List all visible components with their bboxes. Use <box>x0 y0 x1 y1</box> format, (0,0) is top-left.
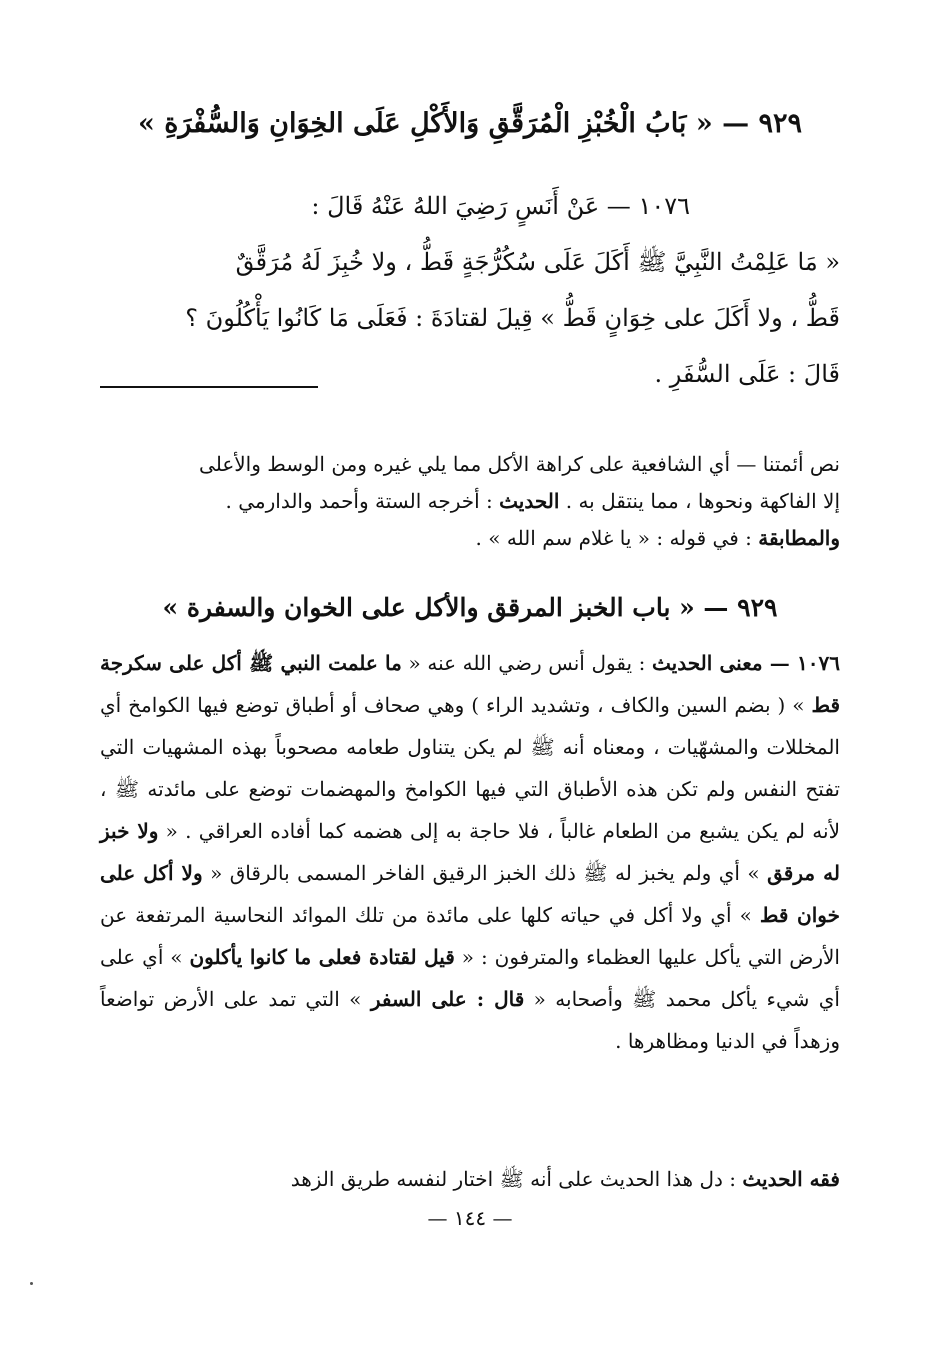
bold-quote: ما علمت النبي ﷺ أكل على سكرجة قط <box>100 651 840 717</box>
hadith-line: ١٠٧٦ — عَنْ أَنَسٍ رَضِيَ اللهُ عَنْهُ قَالَ : <box>311 192 690 220</box>
bold-quote: قيل لقتادة فعلى ما كانوا يأكلون <box>189 945 455 969</box>
page-number: — ١٤٤ — <box>427 1206 513 1230</box>
hadith-line: « مَا عَلِمْتُ النَّبِيَّ ﷺ أَكَلَ عَلَى سُكُرُّجَةٍ قَطُّ ، ولا خُبِزَ لَهُ مُرَقَّقٌ <box>235 248 840 276</box>
hadith-meaning <box>100 642 840 1062</box>
bold-term: فقه الحديث <box>742 1167 840 1191</box>
commentary-line: والمطابقة : في قوله : « يا غلام سم الله » . <box>475 526 840 550</box>
bold-term: الحديث <box>499 489 560 513</box>
divider-rule <box>100 386 318 388</box>
hadith-text <box>100 178 840 402</box>
commentary-line: إلا الفاكهة ونحوها ، مما ينتقل به . الحديث : أخرجه الستة وأحمد والدارمي . <box>225 489 840 513</box>
bold-term: ١٠٧٦ — معنى الحديث <box>652 651 841 675</box>
bold-term: والمطابقة <box>758 526 840 550</box>
chapter-heading: ٩٢٩ — « بَابُ الْخُبْزِ الْمُرَقَّقِ وَالأَكْلِ عَلَى الخِوَانِ وَالسُّفْرَةِ » <box>137 108 803 139</box>
hadith-line: قَطُّ ، ولا أَكَلَ على خِوَانٍ قَطُّ » قِيلَ لقتادَةَ : فَعَلَى مَا كَانُوا يَأْكُلُونَ ؟ <box>185 304 840 332</box>
hadith-line: قَالَ : عَلَى السُّفَرِ . <box>654 360 840 388</box>
footnote-commentary <box>100 446 840 557</box>
commentary-line: نص أئمتنا — أي الشافعية على كراهة الأكل مما يلي غيره ومن الوسط والأعلى <box>199 452 840 476</box>
fiqh-paragraph: فقه الحديث : دل هذا الحديث على أنه ﷺ اختار لنفسه طريق الزهد <box>290 1167 840 1191</box>
meaning-paragraph: ١٠٧٦ — معنى الحديث : يقول أنس رضي الله عنه « ما علمت النبي ﷺ أكل على سكرجة قط » ( بضم السين والكاف ، وتشديد الراء ) وهي صحاف أو أطباق توضع فيها الكوامخ أي المخللات والمشهّيات ، ومعناه أنه ﷺ لم يكن يتناول طعامه مصحوباً بهذه المشهيات التي تفتح النفس ولم تكن هذه الأطباق التي فيها الكوامخ والمهضمات توضع على مائدته ﷺ ، لأنه لم يكن يشبع من الطعام غالباً ، فلا حاجة به إلى هضمه كما أفاده العراقي . « ولا خبز له مرقق » أي ولم يخبز له ﷺ ذلك الخبز الرقيق الفاخر المسمى بالرقاق « ولا أكل على خوان قط » أي ولا أكل في حياته كلها على مائدة من تلك الموائد النحاسية المرتفعة عن الأرض التي يأكل عليها العظماء والمترفون : « قيل لقتادة فعلى ما كانوا يأكلون » أي على أي شيء يأكل محمد ﷺ وأصحابه « قال : على السفر » التي تمد على الأرض تواضعاً وزهداً في الدنيا ومظاهرها . <box>100 651 841 1053</box>
bold-quote: ولا خبز له مرقق <box>100 819 840 885</box>
section-heading: ٩٢٩ — « باب الخبز المرقق والأكل على الخوان والسفرة » <box>162 593 778 622</box>
bold-quote: ولا أكل على خوان قط <box>100 861 840 927</box>
scan-speck <box>30 1282 33 1285</box>
bold-quote: قال : على السفر <box>370 987 525 1011</box>
